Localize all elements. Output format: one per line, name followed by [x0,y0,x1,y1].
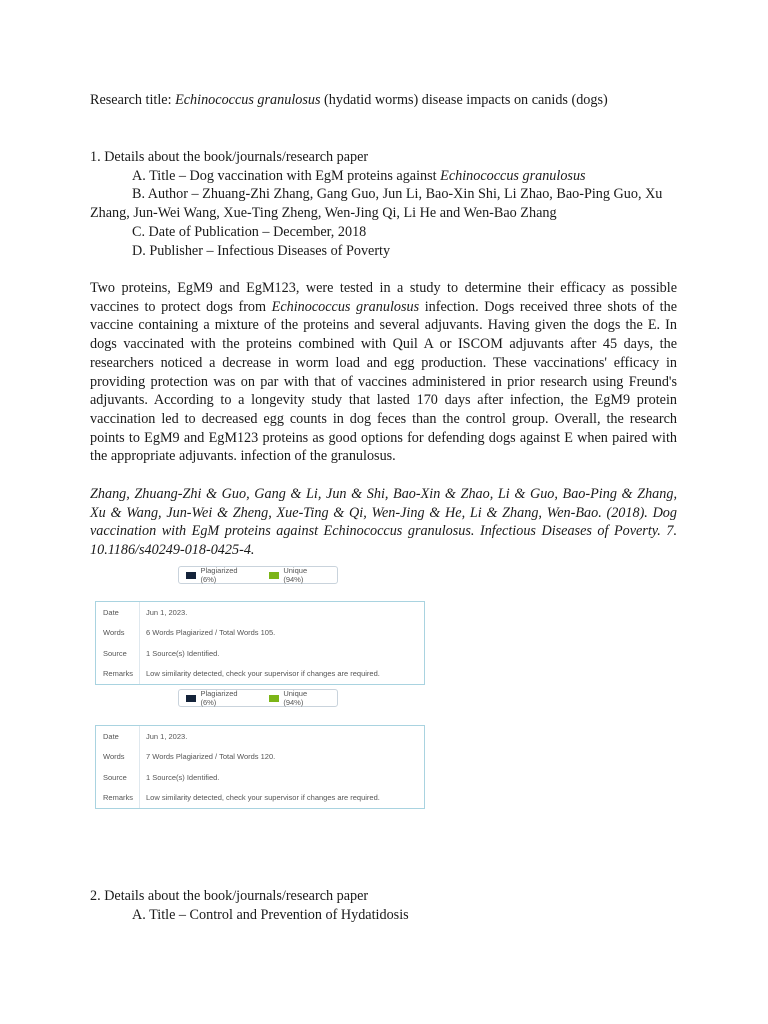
plagiarism-report-2 [95,725,425,809]
report-value: 1 Source(s) Identified. [146,648,220,658]
section-2-title: A. Title – Control and Prevention of Hydatidosis [132,906,409,923]
research-title-prefix: Research title: [90,92,176,108]
plagiarized-swatch [186,572,196,579]
report-value: 6 Words Plagiarized / Total Words 105. [146,628,276,638]
report-value: Jun 1, 2023. [146,607,188,617]
citation: Zhang, Zhuang-Zhi & Guo, Gang & Li, Jun & Shi, Bao-Xin & Zhao, Li & Guo, Bao-Ping & Zhang, Xu & Wang, Jun-Wei & Zheng, Xue-Ting & Qi, Wen-Jing & He, Li & Zhang, Wen-Bao. (2018). Dog vaccination with EgM proteins against Echinococcus granulosus. Infectious Diseases of Poverty. 7. 10.1186/s40249-018-0425-4. [90,486,677,559]
legend-plagiarized-label: Plagiarized (6%) [200,566,238,584]
research-title-suffix: (hydatid worms) disease impacts on canids (dogs) [320,92,608,108]
report-row-words [96,747,424,768]
report-row-date [96,726,424,747]
section-1-publisher: D. Publisher – Infectious Diseases of Poverty [132,242,391,259]
report-label: Date [96,602,140,623]
report-row-remarks [96,788,424,809]
legend-plagiarized [186,689,253,707]
report-row-source [96,643,424,664]
section-1-title-species: Echinococcus granulosus [440,167,586,184]
report-label: Source [96,643,140,664]
section-1-heading: 1. Details about the book/journals/research paper [90,149,369,165]
plagiarism-report-1 [95,601,425,685]
section-1-title [90,167,677,186]
report-label: Date [96,726,140,747]
section-1-details [90,148,677,260]
report-row-words [96,623,424,644]
report-value: Jun 1, 2023. [146,731,188,741]
section-1-date: C. Date of Publication – December, 2018 [132,223,367,240]
research-title-species: Echinococcus granulosus [175,92,321,108]
unique-swatch [269,695,279,702]
legend-unique [269,566,327,584]
legend-unique [269,689,327,707]
legend-plagiarized [186,566,253,584]
section-2-details [90,887,677,924]
report-value: 7 Words Plagiarized / Total Words 120. [146,752,276,762]
report-label: Words [96,623,140,644]
report-row-date [96,602,424,623]
summary-paragraph [90,279,677,466]
plagiarism-legend-2 [178,689,338,707]
report-row-source [96,767,424,788]
summary-part1: Two proteins, EgM9 and EgM123, were tested in a study to determine their efficacy as possible vaccines to protect dogs from [90,280,677,315]
section-1-title-prefix: A. Title – Dog vaccination with EgM proteins against [132,167,441,184]
report-value: 1 Source(s) Identified. [146,772,220,782]
report-row-remarks [96,664,424,685]
report-value: Low similarity detected, check your supervisor if changes are required. [146,793,380,803]
report-value: Low similarity detected, check your supervisor if changes are required. [146,669,380,679]
section-1-author-line2: Zhang, Jun-Wei Wang, Xue-Ting Zheng, Wen-Jing Qi, Li He and Wen-Bao Zhang [90,205,557,222]
report-label: Words [96,747,140,768]
plagiarism-legend-1 [178,566,338,584]
research-title [90,91,608,110]
summary-part2: infection. Dogs received three shots of the vaccine containing a mixture of the proteins and several adjuvants. Having given the dogs the E. In dogs vaccinated with the proteins combined with Quil A or ISCOM adjuvants after 45 days, the researchers noticed a decrease in worm load and egg production. These vaccinations' efficacy in providing protection was on par with that of vaccines administered in prior research using Freund's adjuvants. According to a longevity study that lasted 170 days after infection, the EgM9 protein vaccination led to decreased egg counts in dog feces than the control group. Overall, the research points to EgM9 and EgM123 proteins as good options for defending dogs against E when paired with the appropriate adjuvants. infection of the granulosus. [90,298,677,465]
unique-swatch [269,572,279,579]
plagiarized-swatch [186,695,196,702]
legend-unique-label: Unique (94%) [283,566,308,584]
report-label: Source [96,767,140,788]
report-label: Remarks [96,788,140,809]
section-1-author-line1: B. Author – Zhuang-Zhi Zhang, Gang Guo, Jun Li, Bao-Xin Shi, Li Zhao, Bao-Ping Guo, Xu [132,186,663,203]
legend-plagiarized-label: Plagiarized (6%) [200,689,238,707]
section-2-heading: 2. Details about the book/journals/research paper [90,888,369,904]
report-label: Remarks [96,664,140,685]
summary-species: Echinococcus granulosus [271,298,420,315]
legend-unique-label: Unique (94%) [283,689,308,707]
